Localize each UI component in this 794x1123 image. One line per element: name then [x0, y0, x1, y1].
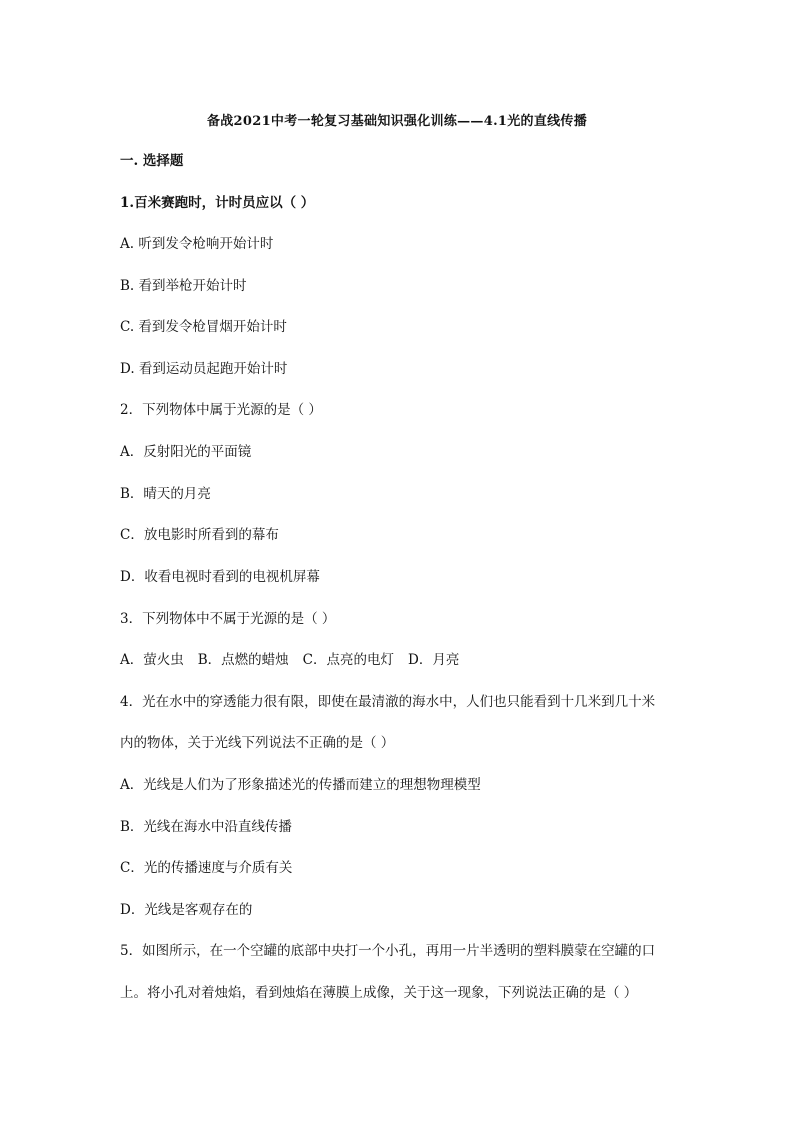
question-4-option-a: A．光线是人们为了形象描述光的传播而建立的理想物理模型: [120, 777, 481, 793]
question-3-option-c: C．点亮的电灯: [302, 652, 395, 668]
question-1-option-d: D. 看到运动员起跑开始计时: [120, 361, 288, 377]
question-3-option-a: A．萤火虫: [120, 652, 184, 668]
question-4-option-d: D．光线是客观存在的: [120, 902, 253, 918]
question-3-options: [120, 651, 459, 669]
question-1-stem: 1.百米赛跑时，计时员应以（ ）: [120, 195, 315, 211]
question-3-stem: 3．下列物体中不属于光源的是（ ）: [120, 611, 336, 627]
question-1-option-a: A. 听到发令枪响开始计时: [120, 236, 274, 252]
question-5-stem-line-2: 上。将小孔对着烛焰，看到烛焰在薄膜上成像，关于这一现象，下列说法正确的是（ ）: [120, 985, 638, 1001]
question-2-option-d: D．收看电视时看到的电视机屏幕: [120, 569, 320, 585]
question-3-option-b: B．点燃的蜡烛: [197, 652, 289, 668]
question-2-option-c: C．放电影时所看到的幕布: [120, 527, 279, 543]
section-heading: 一. 选择题: [120, 153, 184, 169]
question-4-option-c: C．光的传播速度与介质有关: [120, 860, 293, 876]
question-4-stem-line-2: 内的物体，关于光线下列说法不正确的是（ ）: [120, 735, 395, 751]
question-5-stem-line-1: 5．如图所示，在一个空罐的底部中央打一个小孔，再用一片半透明的塑料膜蒙在空罐的口: [120, 943, 656, 959]
question-1-option-b: B. 看到举枪开始计时: [120, 278, 247, 294]
question-1-option-c: C. 看到发令枪冒烟开始计时: [120, 319, 287, 335]
question-4-option-b: B．光线在海水中沿直线传播: [120, 819, 292, 835]
question-3-option-d: D．月亮: [408, 652, 460, 668]
question-2-stem: 2．下列物体中属于光源的是（ ）: [120, 402, 322, 418]
page-title: 备战2021中考一轮复习基础知识强化训练——4.1光的直线传播: [206, 114, 588, 129]
question-4-stem-line-1: 4．光在水中的穿透能力很有限，即使在最清澈的海水中，人们也只能看到十几米到几十米: [120, 694, 656, 710]
question-2-option-b: B．晴天的月亮: [120, 486, 211, 502]
question-2-option-a: A．反射阳光的平面镜: [120, 444, 252, 460]
